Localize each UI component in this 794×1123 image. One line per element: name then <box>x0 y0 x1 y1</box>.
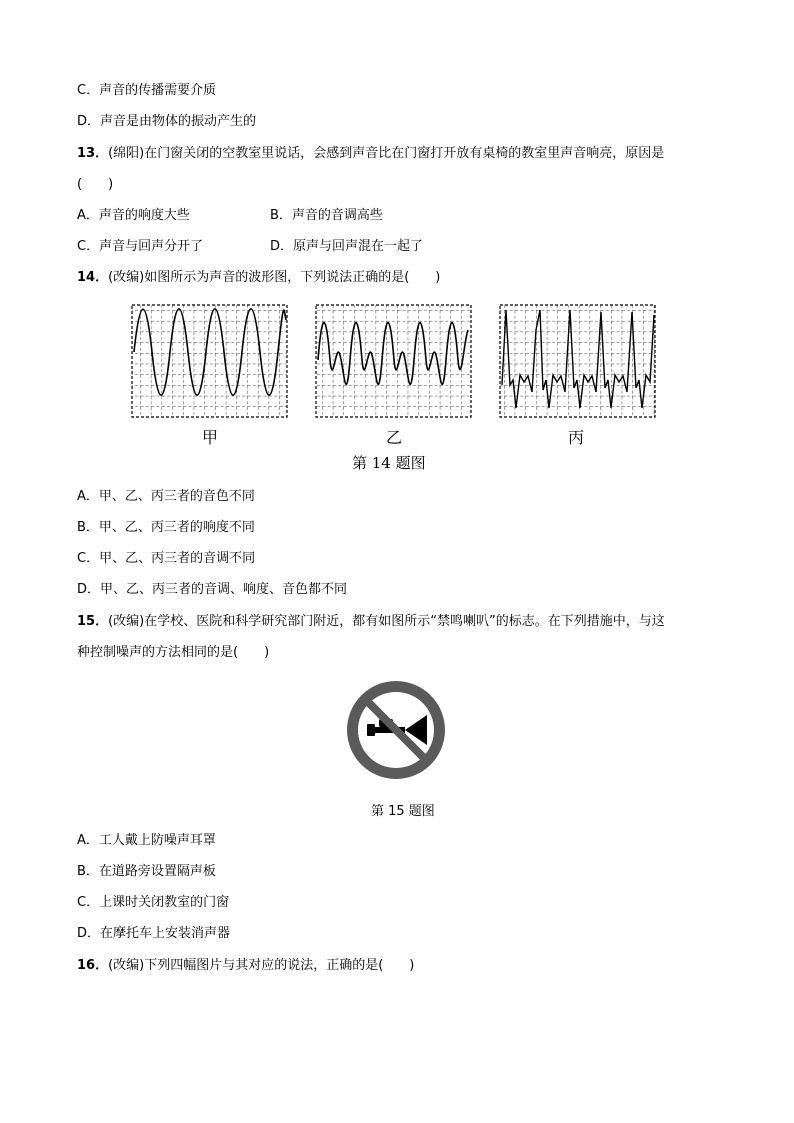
label-yi: 乙 <box>386 428 403 447</box>
q16-number: 16． <box>77 958 109 973</box>
q13-option-b: B．声音的音调高些 <box>270 208 383 223</box>
q14-option-d: D．甲、乙、丙三者的音调、响度、音色都不同 <box>77 582 348 597</box>
q13-option-a: A．声音的响度大些 <box>77 208 190 223</box>
q12-option-d: D．声音是由物体的振动产生的 <box>77 114 257 129</box>
label-bing: 丙 <box>568 428 585 447</box>
q13-stem <box>77 145 664 163</box>
q14-stem-text: (改编)如图所示为声音的波形图，下列说法正确的是( ) <box>108 270 441 285</box>
q16-stem-text: (改编)下列四幅图片与其对应的说法，正确的是( ) <box>108 958 415 973</box>
q15-option-d: D．在摩托车上安装消声器 <box>77 926 231 941</box>
q15-option-a: A．工人戴上防噪声耳罩 <box>77 833 216 848</box>
q15-option-b: B．在道路旁设置隔声板 <box>77 864 216 879</box>
q14-stem <box>77 269 440 287</box>
label-jia: 甲 <box>202 428 219 447</box>
figure-15-caption: 第 15 题图 <box>371 804 435 819</box>
q15-option-c: C．上课时关闭教室的门窗 <box>77 895 230 910</box>
q13-option-d: D．原声与回声混在一起了 <box>270 239 424 254</box>
q15-stem-line2: 种控制噪声的方法相同的是( ) <box>77 645 270 660</box>
waveform-jia <box>132 305 287 417</box>
q14-option-c: C．甲、乙、丙三者的音调不同 <box>77 551 256 566</box>
q16-stem <box>77 957 414 975</box>
q14-option-a: A．甲、乙、丙三者的音色不同 <box>77 489 255 504</box>
q12-option-c: C．声音的传播需要介质 <box>77 83 217 98</box>
q14-option-b: B．甲、乙、丙三者的响度不同 <box>77 520 255 535</box>
figure-14-caption: 第 14 题图 <box>352 454 426 472</box>
q13-stem-text: (绵阳)在门窗关闭的空教室里说话，会感到声音比在门窗打开放有桌椅的教室里声音响亮，原因是 <box>108 146 665 161</box>
q15-stem-text-1: (改编)在学校、医院和科学研究部门附近，都有如图所示“禁鸣喇叭”的标志。在下列措施中，与这 <box>108 614 665 629</box>
q14-number: 14． <box>77 270 109 285</box>
q15-number: 15． <box>77 614 109 629</box>
waveform-yi <box>316 305 471 417</box>
q13-blank: ( ) <box>77 177 114 192</box>
q15-stem <box>77 613 665 631</box>
q13-number: 13． <box>77 146 109 161</box>
waveform-bing <box>500 305 655 417</box>
no-honking-sign-icon <box>343 677 449 783</box>
q13-option-c: C．声音与回声分开了 <box>77 239 204 254</box>
